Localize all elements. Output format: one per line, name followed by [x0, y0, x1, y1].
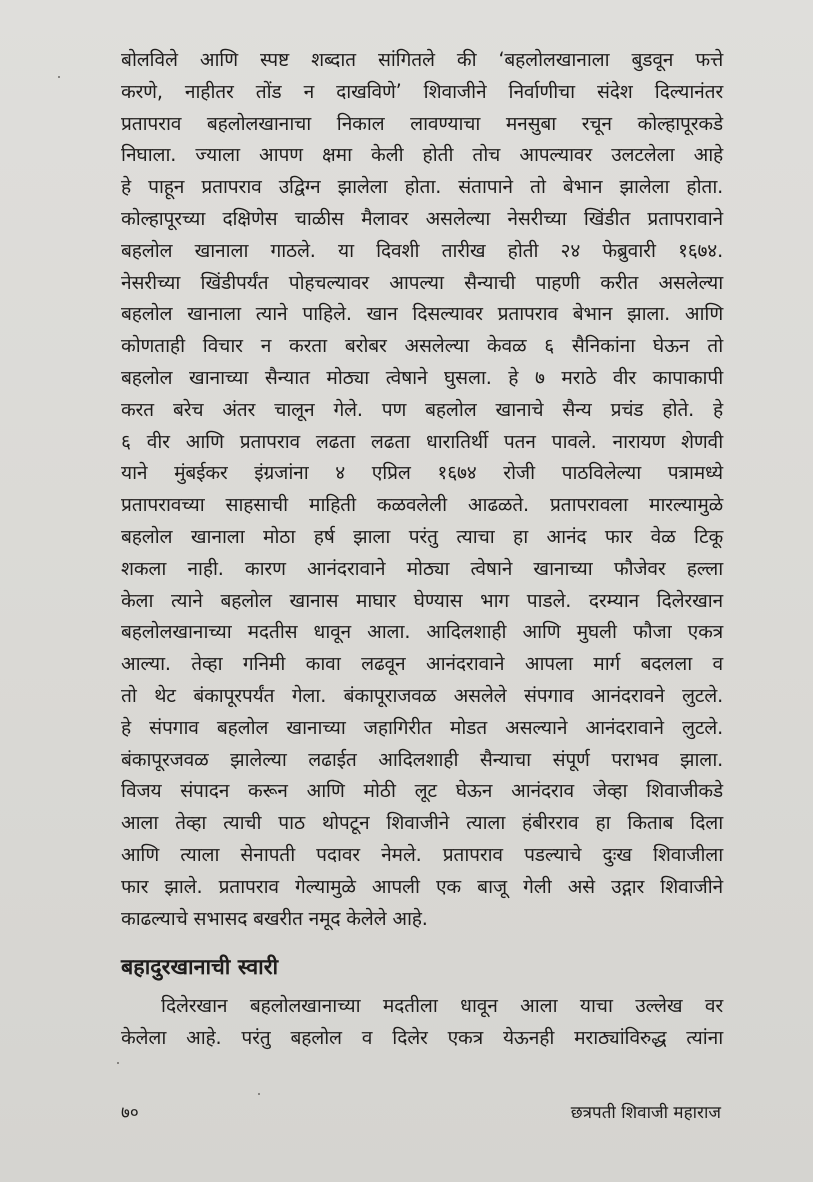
text-line: केलेला आहे. परंतु बहलोल व दिलेर एकत्र येऊनही मराठ्यांविरुद्ध त्यांना — [121, 1025, 723, 1049]
text-line: ६ वीर आणि प्रतापराव लढता लढता धारातिर्थी पतन पावले. नारायण शेणवी — [121, 429, 723, 453]
page-number: ७० — [121, 1103, 139, 1123]
text-line: दिलेरखान बहलोलखानाच्या मदतीला धावून आला याचा उल्लेख वर — [161, 994, 723, 1017]
text-line: विजय संपादन करून आणि मोठी लूट घेऊन आनंदराव जेव्हा शिवाजीकडे — [121, 779, 723, 803]
text-line: आल्या. तेव्हा गनिमी कावा लढवून आनंदरावाने आपला मार्ग बदलला व — [121, 652, 723, 676]
text-line: याने मुंबईकर इंग्रजांना ४ एप्रिल १६७४ रोजी पाठविलेल्या पत्रामध्ये — [121, 461, 723, 485]
paper-speck — [258, 1093, 260, 1095]
text-line: हे संपगाव बहलोल खानाच्या जहागिरीत मोडत असल्याने आनंदरावाने लुटले. — [121, 715, 723, 739]
text-line: बोलविले आणि स्पष्ट शब्दात सांगितले की ‘बहलोलखानाला बुडवून फत्ते — [121, 48, 723, 71]
text-line: बहलोल खानाला मोठा हर्ष झाला परंतु त्याचा हा आनंद फार वेळ टिकू — [121, 524, 723, 548]
text-line: निघाला. ज्याला आपण क्षमा केली होती तोच आपल्यावर उलटलेला आहे — [121, 143, 723, 167]
text-line: बहलोल खानाला त्याने पाहिले. खान दिसल्यावर प्रतापराव बेभान झाला. आणि — [121, 302, 723, 326]
text-line: काढल्याचे सभासद बखरीत नमूद केलेले आहे. — [121, 906, 428, 930]
text-line: कोणताही विचार न करता बरोबर असलेल्या केवळ ६ सैनिकांना घेऊन तो — [121, 334, 723, 358]
text-line: कोल्हापूरच्या दक्षिणेस चाळीस मैलावर असलेल्या नेसरीच्या खिंडीत प्रतापरावाने — [121, 206, 723, 230]
text-line: बंकापूरजवळ झालेल्या लढाईत आदिलशाही सैन्याचा संपूर्ण पराभव झाला. — [121, 747, 723, 771]
section-heading: बहादुरखानाची स्वारी — [121, 955, 279, 980]
text-line: बहलोलखानाच्या मदतीस धावून आला. आदिलशाही आणि मुघली फौजा एकत्र — [121, 620, 723, 644]
text-line: प्रतापराव बहलोलखानाचा निकाल लावण्याचा मनसुबा रचून कोल्हापूरकडे — [121, 111, 723, 135]
text-line: आणि त्याला सेनापती पदावर नेमले. प्रतापराव पडल्याचे दुःख शिवाजीला — [121, 842, 723, 866]
text-line: बहलोल खानाला गाठले. या दिवशी तारीख होती २४ फेब्रुवारी १६७४. — [121, 238, 723, 262]
text-line: बहलोल खानाच्या सैन्यात मोठ्या त्वेषाने घुसला. हे ७ मराठे वीर कापाकापी — [121, 365, 723, 389]
text-line: करत बरेच अंतर चालून गेले. पण बहलोल खानाचे सैन्य प्रचंड होते. हे — [121, 397, 723, 421]
text-line: करणे, नाहीतर तोंड न दाखविणे’ शिवाजीने निर्वाणीचा संदेश दिल्यानंतर — [121, 79, 723, 103]
text-line: नेसरीच्या खिंडीपर्यंत पोहचल्यावर आपल्या सैन्याची पाहणी करीत असलेल्या — [121, 270, 723, 294]
text-line: केला त्याने बहलोल खानास माघार घेण्यास भाग पाडले. दरम्यान दिलेरखान — [121, 588, 723, 612]
text-line: फार झाले. प्रतापराव गेल्यामुळे आपली एक बाजू गेली असे उद्गार शिवाजीने — [121, 874, 723, 898]
body-paragraph — [121, 44, 723, 934]
text-line: आला तेव्हा त्याची पाठ थोपटून शिवाजीने त्याला हंबीरराव हा किताब दिला — [121, 811, 723, 835]
book-title-footer: छत्रपती शिवाजी महाराज — [570, 1103, 721, 1123]
paper-speck — [117, 1062, 119, 1064]
paper-speck — [58, 76, 60, 78]
text-line: तो थेट बंकापूरपर्यंत गेला. बंकापूराजवळ असलेले संपगाव आनंदरावने लुटले. — [121, 683, 723, 707]
body-paragraph — [121, 990, 723, 1054]
text-line: शकला नाही. कारण आनंदरावाने मोठ्या त्वेषाने खानाच्या फौजेवर हल्ला — [121, 556, 723, 580]
text-line: प्रतापरावच्या साहसाची माहिती कळवलेली आढळते. प्रतापरावला मारल्यामुळे — [121, 493, 723, 517]
text-line: हे पाहून प्रतापराव उद्विग्न झालेला होता. संतापाने तो बेभान झालेला होता. — [121, 175, 723, 199]
